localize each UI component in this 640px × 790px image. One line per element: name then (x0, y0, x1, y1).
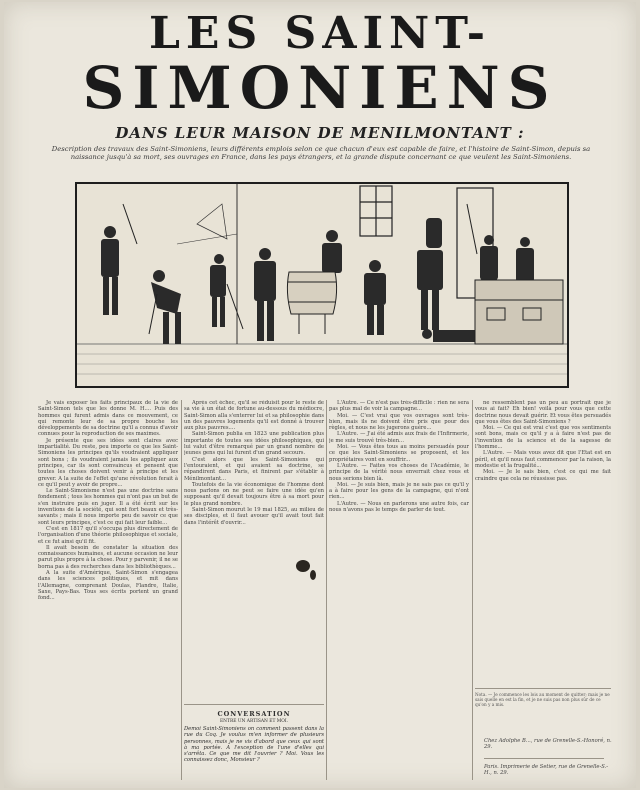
publisher-imprint: Chez Adolphe B..., rue de Grenelle-S.-Honoré, n. 29. (484, 738, 612, 750)
footnote-rule (475, 688, 611, 689)
paragraph: Il avait besoin de constater la situation des connaissances humaines, et aucune occasion ne leur parut plus propre à la chose. Pour y parvenir, il ne se borna pas à des recherches dans les bibliothèques... (38, 544, 178, 570)
column-rule (181, 400, 182, 780)
intro-paragraph: Description des travaux des Saint-Simoniens, leurs différents emplois selon ce que chacun d'eux est capable de faire, et l'histoire de Saint-Simon, depuis sa naissance jusqu'à sa mort, ses ouvrages en France, dans les pays étrangers, et la grande dispute concernant ce que veulent les Saint-Simoniens. (51, 145, 591, 161)
paragraph: Moi. — Je le sais bien, c'est ce qui me fait craindre que cela ne réussisse pas. (475, 469, 611, 482)
paragraph: Le Saint-Simonisme n'est pas une doctrine sans fondement ; tous les hommes qui n'ont pas un but de s'en instruire puis en juger. Il a été écrit sur les inventions de la société, qui sont fort beaux et très-savants ; mais il nous importe peu de savoir ce que sont leurs principes, c'est ce qui fait leur faible... (38, 488, 178, 526)
column-rule (472, 400, 473, 780)
printer-imprint: Paris. Imprimerie de Setier, rue de Grenelle-S.-H., n. 29. (484, 764, 609, 776)
paragraph: Toutefois de la vie économique de l'homme dont nous parlons on ne peut se faire une idée qu'en supposant qu'il devait toujours être à sa mort pour le plus grand nombre. (184, 481, 324, 507)
paragraph: Moi. — Je suis bien, mais je ne sais pas ce qu'il y a à faire pour les gens de la campagne, qui n'ont rien... (329, 481, 469, 501)
footnote: Nota. — Je commence les lois au moment de quitter; mais je ne sais quelle en est la fin, et je ne suis pas non plus sûr de ce qu'on y a mis. (475, 692, 610, 707)
paragraph: L'Autre. — J'ai été admis aux frais de l'Infirmerie, je me suis trouvé très-bien... (329, 431, 469, 444)
imprint-rule (484, 758, 604, 759)
paragraph: Je vais exposer les faits principaux de la vie de Saint-Simon tels que les donne M. H.... Puis des hommes qui furent admis dans ce mouvement, ce qui remonte leur de sa propre bouche les développements de sa doctrine qu'il a connus d'avoir connues pour la reproduction de ses maximes. (38, 400, 178, 438)
paragraph: C'est en 1817 qu'il s'occupa plus directement de l'organisation d'une théorie philosophique et sociale, et ce fut ainsi qu'il fit. (38, 525, 178, 545)
paragraph: ne ressemblent pas un peu au portrait que je vous ai fait? Eh bien! voilà pour vous que cette doctrine nous devait guérir. Et vous êtes persuadés que vous êtes des Saint-Simoniens ? (475, 400, 611, 425)
ink-stain (310, 570, 316, 580)
paragraph: L'Autre. — Faites vos choses de l'Académie, le principe de la vérité nous enverrait chez vous et nous serions bien là. (329, 462, 469, 482)
paragraph: Après cet échec, qu'il se réduisit pour le reste de sa vie à un état de fortune au-dessous du médiocre, Saint-Simon alla s'enterrer lui et sa philosophie dans un des pauvres logements qu'il est donné à trouver aux plus pauvres.... (184, 400, 324, 432)
conversation-section (184, 710, 324, 764)
paragraph: Moi. — C'est vrai que vos ouvrages sont très-bien, mais ils ne doivent être pris que pour des règles, et nous ne les jugerons guère... (329, 412, 469, 432)
text-column-4 (475, 400, 611, 682)
broadside-sheet (4, 2, 636, 788)
text-column-3 (329, 400, 469, 766)
paragraph: L'Autre. — Nous en parlerons une autre fois, car nous n'avons pas le temps de parler de tout. (329, 500, 469, 514)
woodcut-illustration (75, 182, 569, 388)
paragraph: A la suite d'Amérique, Saint-Simon s'engagea dans les sciences politiques, et mit dans l'Allemagne, comprenant Doulas, Flandre, Italie, Saxe, Pays-Bas. Tous ses écrits portent un grand fond... (38, 570, 178, 602)
paragraph: Saint-Simon mourut le 19 mai 1825, au milieu de ses disciples, et il faut avouer qu'il avait tout fait dans l'intérêt d'ouvrir... (184, 507, 324, 526)
conversation-subtitle: ENTRE UN ARTISAN ET MOI. (219, 719, 289, 724)
text-column-1 (38, 400, 178, 766)
woodcut-scene (77, 184, 567, 386)
conversation-title: CONVERSATION (217, 710, 291, 718)
section-rule (184, 704, 324, 705)
paragraph: Saint-Simon publia en 1823 une publication plus importante de toutes ses idées philosophiques, qui lui valut d'être remarqué par un grand nombre de jeunes gens qui lui furent d'un grand secours. (184, 431, 324, 457)
ink-stain (296, 560, 310, 572)
conversation-body: Demoi Saint-Simoniens on comment passent dans la rue du Coq. Je voulus m'en informer de plusieurs personnes, mais je ne vis d'abord que ceux qui sont à ma portée. A l'exception de l'une d'elles qui s'arrêta. Ce que me dit l'ouvrier ? Moi. Vous les connaissez donc, Monsieur ? (184, 726, 324, 764)
paragraph: Je présente que ses idées sont claires avec impartialité. Du reste, peu importe ce que les Saint-Simoniens les principes qu'ils voudraient appliquer sont bons ; ils voudraient jamais les appliquer aux principes, car ils sont convaincus et pensent que toutes les choses doivent venir à principe et les grever. A la suite de l'effet qu'une révolution ferait à ce qu'il peut y avoir de propre... (38, 437, 178, 488)
title-line-1: LES SAINT- (148, 8, 491, 59)
paragraph: L'Autre. — Mais vous avez dit que l'Etat est en péril, et qu'il nous faut commencer par la raison, la modestie et la frugalité... (475, 450, 611, 469)
paragraph: Moi. — Ce qui est vrai c'est que vos sentiments sont bons, mais ce qu'il y a à faire n'est pas de l'invention de la science et de la sagesse de l'homme... (475, 425, 611, 451)
subtitle: DANS LEUR MAISON DE MENILMONTANT : (115, 124, 525, 142)
paragraph: L'Autre. — Ce n'est pas très-difficile : rien ne sera pas plus mal de voir la campagne... (329, 400, 469, 413)
text-column-2 (184, 400, 324, 700)
paragraph: Moi. — Vous êtes tous au moins persuadés pour ce que les Saint-Simoniens se proposent, et les propriétaires vont en souffrir... (329, 444, 469, 463)
column-rule (326, 400, 327, 780)
title-line-2: SIMONIENS (82, 54, 558, 122)
paragraph: C'est alors que les Saint-Simoniens qui l'entouraient, et qui avaient sa doctrine, se répandirent dans Paris, et finirent par s'établir à Ménilmontant... (184, 456, 324, 482)
